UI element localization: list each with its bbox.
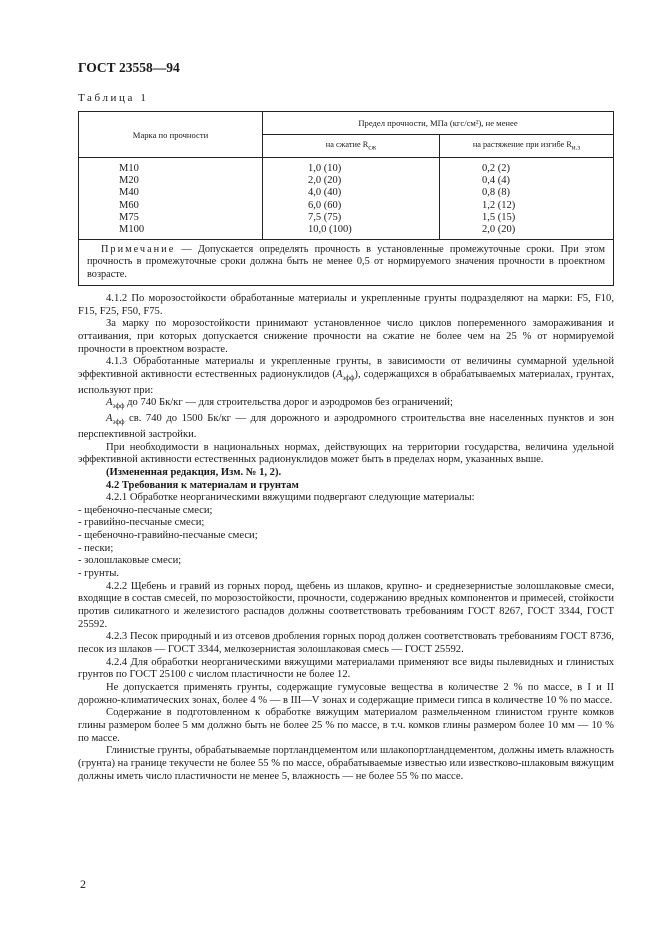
table-cell: 2,0 (20) bbox=[482, 224, 516, 236]
paragraph: Глинистые грунты, обрабатываемые портландцементом или шлакопортландцементом, должны иметь влажность (грунта) на границе текучести не более 55 % по массе, обрабатываемые известью или известково-шлаковым вяжущим должны иметь число пластичности не менее 5, влажность — не более 55 % по массе. bbox=[78, 745, 614, 782]
paragraph: 4.2.3 Песок природный и из отсевов дробления горных пород должен соответствовать требованиям ГОСТ 8736, песок из шлаков — ГОСТ 3344, мелкозернистая золошлаковая смесь — ГОСТ 25592. bbox=[78, 631, 614, 656]
list-item: - гравийно-песчаные смеси; bbox=[78, 517, 205, 529]
list-item: - грунты. bbox=[78, 568, 120, 580]
note-text: — Допускается определять прочность в установленные промежуточные сроки. При этом прочность в промежуточные сроки должна быть не менее 0,5 от нормируемого значения прочности в проектном возрасте. bbox=[87, 244, 605, 280]
table-cell: М20 bbox=[119, 175, 139, 187]
mark-column bbox=[79, 158, 263, 240]
compression-column bbox=[263, 158, 440, 240]
table-cell: 2,0 (20) bbox=[308, 175, 342, 187]
table-cell: 0,8 (8) bbox=[482, 187, 510, 199]
page-number: 2 bbox=[80, 877, 86, 891]
paragraph: $А_{эфф}$ до 740 Бк/кг — для строительства дорог и аэродромов без ограничений; bbox=[106, 397, 453, 411]
paragraph: 4.1.2 По морозостойкости обработанные материалы и укрепленные грунты подразделяют на марки: F5, F10, F15, F25, F50, F75. bbox=[78, 293, 614, 317]
table-cell: М40 bbox=[119, 187, 139, 199]
paragraph: Не допускается применять грунты, содержащие гумусовые вещества в количестве 2 % по массе, в I и II дорожно-климатических зонах, более 4 % — в III—V зонах и содержащие примеси гипса в количестве 10 % по массе. bbox=[78, 682, 614, 706]
paragraph: 4.2.4 Для обработки неорганическими вяжущими материалами применяют все виды пылевидных и глинистых грунтов по ГОСТ 25100 с числом пластичности не более 12. bbox=[78, 656, 614, 681]
table-cell: 7,5 (75) bbox=[308, 211, 342, 223]
note-label: Примечание bbox=[101, 244, 176, 256]
column-header-mark: Марка по прочности bbox=[79, 112, 263, 158]
table-cell: М75 bbox=[119, 211, 139, 223]
paragraph: 4.2.2 Щебень и гравий из горных пород, щебень из шлаков, крупно- и среднезернистые золошлаковые смеси, входящие в состав смесей, по морозостойкости, прочности, содержанию вредных компонентов и примесей, стойкости против силикатного и железистого распадов должны соответствовать требованиям ГОСТ 8267, ГОСТ 3344, ГОСТ 25592. bbox=[78, 580, 614, 630]
column-header-compression: на сжатие $R_{сж}$ bbox=[263, 135, 440, 158]
table-cell: 4,0 (40) bbox=[308, 187, 342, 199]
paragraph: За марку по морозостойкости принимают установленное число циклов попеременного замораживания и оттаивания, при которых допускается снижение прочности на сжатие не более чем на 25 % от нормируемой прочности в проектном возрасте. bbox=[78, 318, 614, 355]
edit-note: (Измененная редакция, Изм. № 1, 2). bbox=[106, 466, 282, 478]
list-item: - пески; bbox=[78, 542, 114, 554]
table-note bbox=[79, 240, 614, 286]
column-header-bending: на растяжение при изгибе $R_{и.з}$ bbox=[440, 135, 614, 158]
list-item: - золошлаковые смеси; bbox=[78, 555, 182, 567]
column-header-strength: Предел прочности, МПа (кгс/см²), не менее bbox=[263, 112, 614, 135]
section-title: 4.2 Требования к материалам и грунтам bbox=[106, 479, 299, 491]
paragraph: При необходимости в национальных нормах, действующих на территории государства, величина удельной эффективной активности естественных радионуклидов может быть в пределах норм, указанных выше. bbox=[78, 441, 614, 466]
table-cell: 1,5 (15) bbox=[482, 211, 516, 223]
table-cell: 1,0 (10) bbox=[308, 163, 342, 174]
paragraph: $А_{эфф}$ св. 740 до 1500 Бк/кг — для дорожного и аэродромного строительства вне населенных пунктов и зон перспективной застройки. bbox=[78, 413, 614, 440]
paragraph: 4.1.3 Обработанные материалы и укрепленные грунты, в зависимости от величины суммарной удельной эффективной активности естественных радионуклидов $(А_{эфф})$, содержащихся в обрабатываемых материалах, грунтах, используют при: bbox=[78, 356, 615, 396]
table-cell: М100 bbox=[119, 224, 145, 236]
bending-column bbox=[440, 158, 614, 240]
list-item: - щебеночно-гравийно-песчаные смеси; bbox=[78, 530, 258, 542]
paragraph: 4.2.1 Обработке неорганическими вяжущими подвергают следующие материалы: bbox=[106, 492, 475, 504]
strength-table bbox=[78, 111, 614, 286]
table-cell: 10,0 (100) bbox=[308, 224, 352, 236]
table-cell: 1,2 (12) bbox=[482, 199, 516, 211]
table-cell: М60 bbox=[119, 199, 139, 211]
body-text bbox=[78, 293, 614, 783]
list-item: - щебеночно-песчаные смеси; bbox=[78, 504, 213, 516]
table-cell: 0,2 (2) bbox=[482, 163, 510, 174]
table-cell: 0,4 (4) bbox=[482, 175, 510, 187]
table-cell: М10 bbox=[119, 163, 139, 174]
table-cell: 6,0 (60) bbox=[308, 199, 342, 211]
table-caption: Таблица 1 bbox=[78, 92, 149, 104]
document-code: ГОСТ 23558—94 bbox=[78, 60, 180, 75]
paragraph: Содержание в подготовленном к обработке вяжущим материалом размельченном глинистом грунте комков глины размером более 5 мм должно быть не более 25 % по массе, в т.ч. комков глины размером более 10 мм — 10 % по массе. bbox=[78, 707, 614, 744]
